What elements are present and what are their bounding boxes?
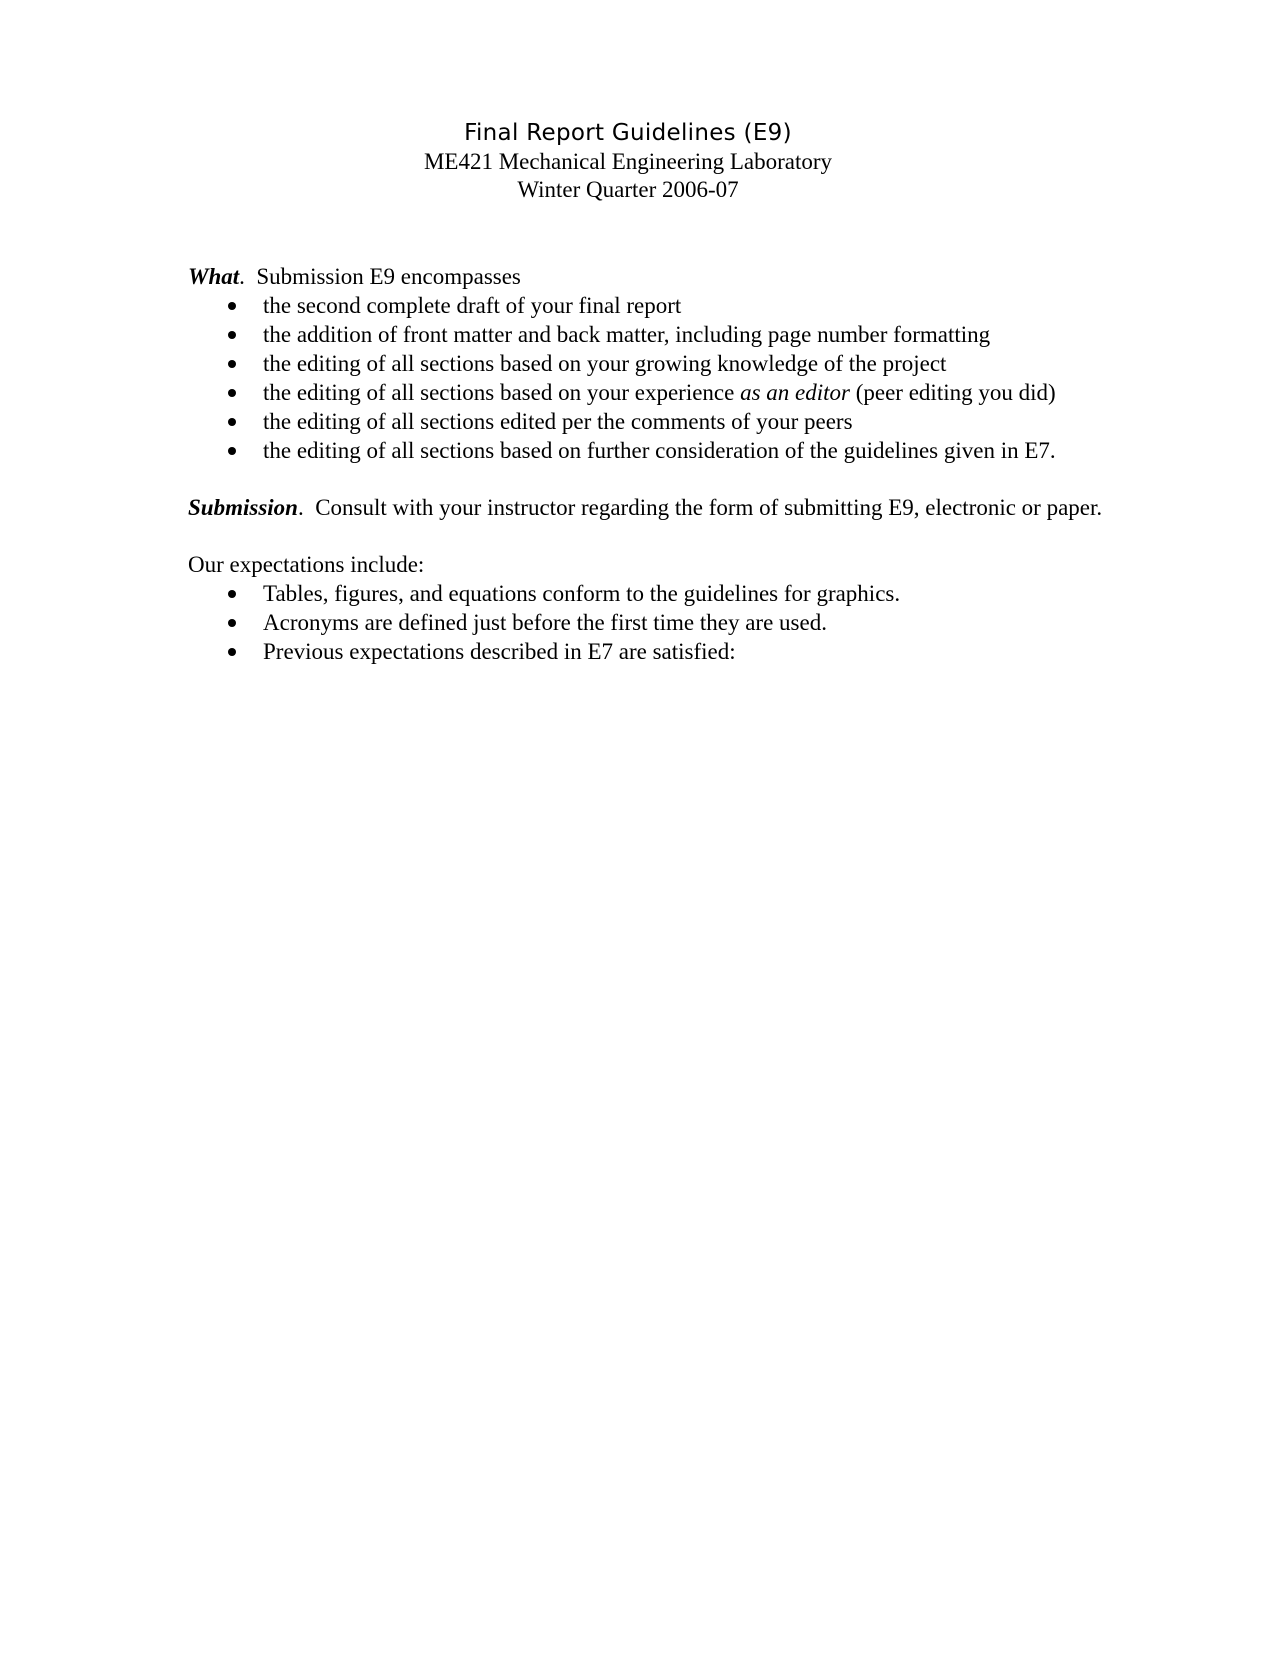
spacer xyxy=(188,522,1148,550)
document-body xyxy=(188,262,1148,666)
course-name: ME421 Mechanical Engineering Laboratory xyxy=(423,149,833,174)
bullet-icon xyxy=(228,619,236,627)
submission-lead: Submission xyxy=(188,495,298,520)
what-intro: Submission E9 encompasses xyxy=(256,264,521,289)
list-item: the editing of all sections edited per the comments of your peers xyxy=(188,407,1148,436)
bullet-icon xyxy=(228,418,236,426)
term-label: Winter Quarter 2006-07 xyxy=(517,177,739,202)
list-item xyxy=(188,378,1148,407)
list-item: the second complete draft of your final report xyxy=(188,291,1148,320)
list-item: Tables, figures, and equations conform to the guidelines for graphics. xyxy=(188,579,1148,608)
bullet-icon xyxy=(228,302,236,310)
what-list xyxy=(188,291,1148,465)
item-tail: (peer editing you did) xyxy=(849,380,1056,405)
page-title: Final Report Guidelines (E9) xyxy=(464,120,792,146)
bullet-icon xyxy=(228,360,236,368)
item-text: the editing of all sections based on your experience xyxy=(263,380,741,405)
expectations-list xyxy=(188,579,1148,666)
expectations-intro: Our expectations include: xyxy=(188,552,425,577)
list-item: the editing of all sections based on further consideration of the guidelines given in E7. xyxy=(188,436,1148,465)
document-header xyxy=(0,118,1256,204)
what-lead: What xyxy=(188,264,240,289)
submission-text: Consult with your instructor regarding the form of submitting E9, electronic or paper. xyxy=(315,495,1103,520)
what-lead-punct: . xyxy=(239,264,245,289)
bullet-icon xyxy=(228,648,236,656)
bullet-icon xyxy=(228,331,236,339)
bullet-icon xyxy=(228,389,236,397)
list-item: Acronyms are defined just before the first time they are used. xyxy=(188,608,1148,637)
list-item: Previous expectations described in E7 are satisfied: xyxy=(188,637,1148,666)
bullet-icon xyxy=(228,447,236,455)
spacer xyxy=(188,465,1148,493)
submission-lead-punct: . xyxy=(297,495,304,520)
emphasis-text: as an editor xyxy=(740,380,850,405)
submission-paragraph xyxy=(188,493,1148,522)
list-item: the addition of front matter and back matter, including page number formatting xyxy=(188,320,1148,349)
what-paragraph xyxy=(188,262,1148,291)
list-item: the editing of all sections based on your growing knowledge of the project xyxy=(188,349,1148,378)
bullet-icon xyxy=(228,590,236,598)
